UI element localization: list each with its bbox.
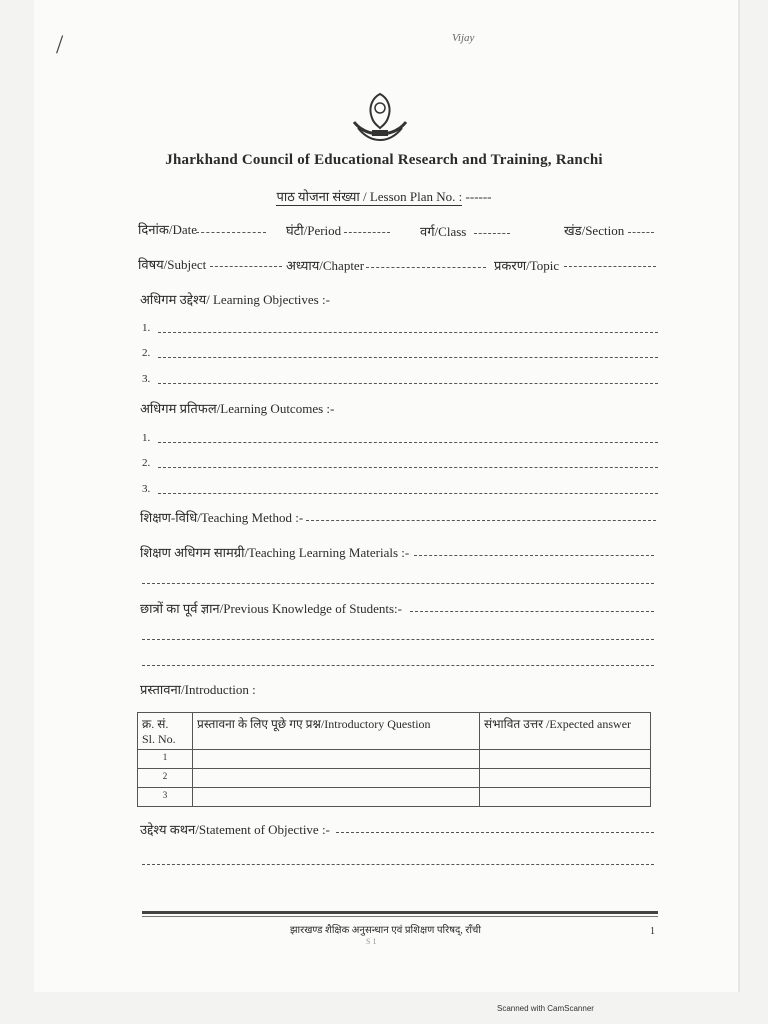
outcome-line xyxy=(158,467,658,468)
footer-rule xyxy=(142,911,658,914)
objective-number: 1. xyxy=(142,322,151,334)
objective-number: 2. xyxy=(142,347,151,359)
question-header: प्रस्तावना के लिए पूछे गए प्रश्न/Introductory Question xyxy=(193,713,480,750)
previous-knowledge-line xyxy=(142,665,654,666)
lesson-plan-value: ------ xyxy=(465,189,492,204)
scanner-watermark: Scanned with CamScanner xyxy=(497,1004,594,1013)
answer-cell xyxy=(480,788,651,807)
previous-knowledge-label: छात्रों का पूर्व ज्ञान/Previous Knowledge of Students:- xyxy=(140,601,402,616)
teaching-materials-blank xyxy=(414,555,654,556)
sl-no-header-hindi: क्र. सं. xyxy=(142,717,169,731)
sl-no-header-english: Sl. No. xyxy=(142,732,176,746)
table-row xyxy=(138,750,651,769)
learning-objectives-title: अधिगम उद्देश्य/ Learning Objectives :- xyxy=(140,292,330,307)
faint-stamp: S 1 xyxy=(366,937,377,946)
outcome-line xyxy=(158,442,658,443)
lesson-plan-number xyxy=(0,187,768,205)
previous-knowledge-blank xyxy=(410,611,654,612)
row-number: 3 xyxy=(138,788,193,807)
chapter-label: अध्याय/Chapter xyxy=(286,258,365,273)
statement-blank xyxy=(336,832,654,833)
jcert-emblem-icon xyxy=(348,88,412,148)
organization-title: Jharkhand Council of Educational Research and Training, Ranchi xyxy=(165,152,603,168)
teaching-method-label: शिक्षण-विधि/Teaching Method :- xyxy=(140,510,304,525)
teaching-materials-label: शिक्षण अधिगम सामग्री/Teaching Learning Materials :- xyxy=(140,545,410,560)
table-row xyxy=(138,769,651,788)
outcome-number: 2. xyxy=(142,457,151,469)
previous-knowledge-line xyxy=(142,639,654,640)
section-blank xyxy=(628,232,654,233)
class-label: वर्ग/Class xyxy=(420,224,467,239)
class-blank xyxy=(474,233,510,234)
period-label: घंटी/Period xyxy=(286,223,342,238)
lesson-plan-label: पाठ योजना संख्या / Lesson Plan No. : xyxy=(276,189,463,204)
scanned-page xyxy=(34,0,738,992)
outcome-number: 3. xyxy=(142,483,151,495)
footer-rule-thin xyxy=(142,916,658,917)
row-number: 1 xyxy=(138,750,193,769)
row-number: 2 xyxy=(138,769,193,788)
date-blank xyxy=(196,232,266,233)
subject-blank xyxy=(210,266,282,267)
answer-cell xyxy=(480,750,651,769)
answer-header: संभावित उत्तर /Expected answer xyxy=(480,713,651,750)
topic-blank xyxy=(564,266,656,267)
objective-line xyxy=(158,357,658,358)
question-cell xyxy=(193,788,480,807)
objective-line xyxy=(158,332,658,333)
question-cell xyxy=(193,750,480,769)
page-number: 1 xyxy=(650,926,655,937)
question-cell xyxy=(193,769,480,788)
handwritten-initials: Vijay xyxy=(452,32,475,44)
statement-of-objective-label: उद्देश्य कथन/Statement of Objective :- xyxy=(140,822,330,837)
subject-label: विषय/Subject xyxy=(138,257,207,272)
footer-organization: झारखण्ड शैक्षिक अनुसन्धान एवं प्रशिक्षण परिषद्, राँची xyxy=(290,925,481,936)
introduction-table xyxy=(137,712,651,807)
teaching-method-blank xyxy=(306,520,656,521)
table-header-row xyxy=(138,713,651,750)
statement-line xyxy=(142,864,654,865)
introduction-title: प्रस्तावना/Introduction : xyxy=(140,682,256,697)
sl-no-header xyxy=(138,713,193,750)
objective-number: 3. xyxy=(142,373,151,385)
table-row xyxy=(138,788,651,807)
learning-outcomes-title: अधिगम प्रतिफल/Learning Outcomes :- xyxy=(140,401,335,416)
chapter-blank xyxy=(366,267,486,268)
answer-cell xyxy=(480,769,651,788)
section-label: खंड/Section xyxy=(564,223,625,238)
teaching-materials-line xyxy=(142,583,654,584)
handwritten-mark: / xyxy=(56,30,64,59)
outcome-number: 1. xyxy=(142,432,151,444)
period-blank xyxy=(344,232,390,233)
date-label: दिनांक/Date xyxy=(138,222,197,237)
topic-label: प्रकरण/Topic xyxy=(494,258,560,273)
objective-line xyxy=(158,383,658,384)
outcome-line xyxy=(158,493,658,494)
